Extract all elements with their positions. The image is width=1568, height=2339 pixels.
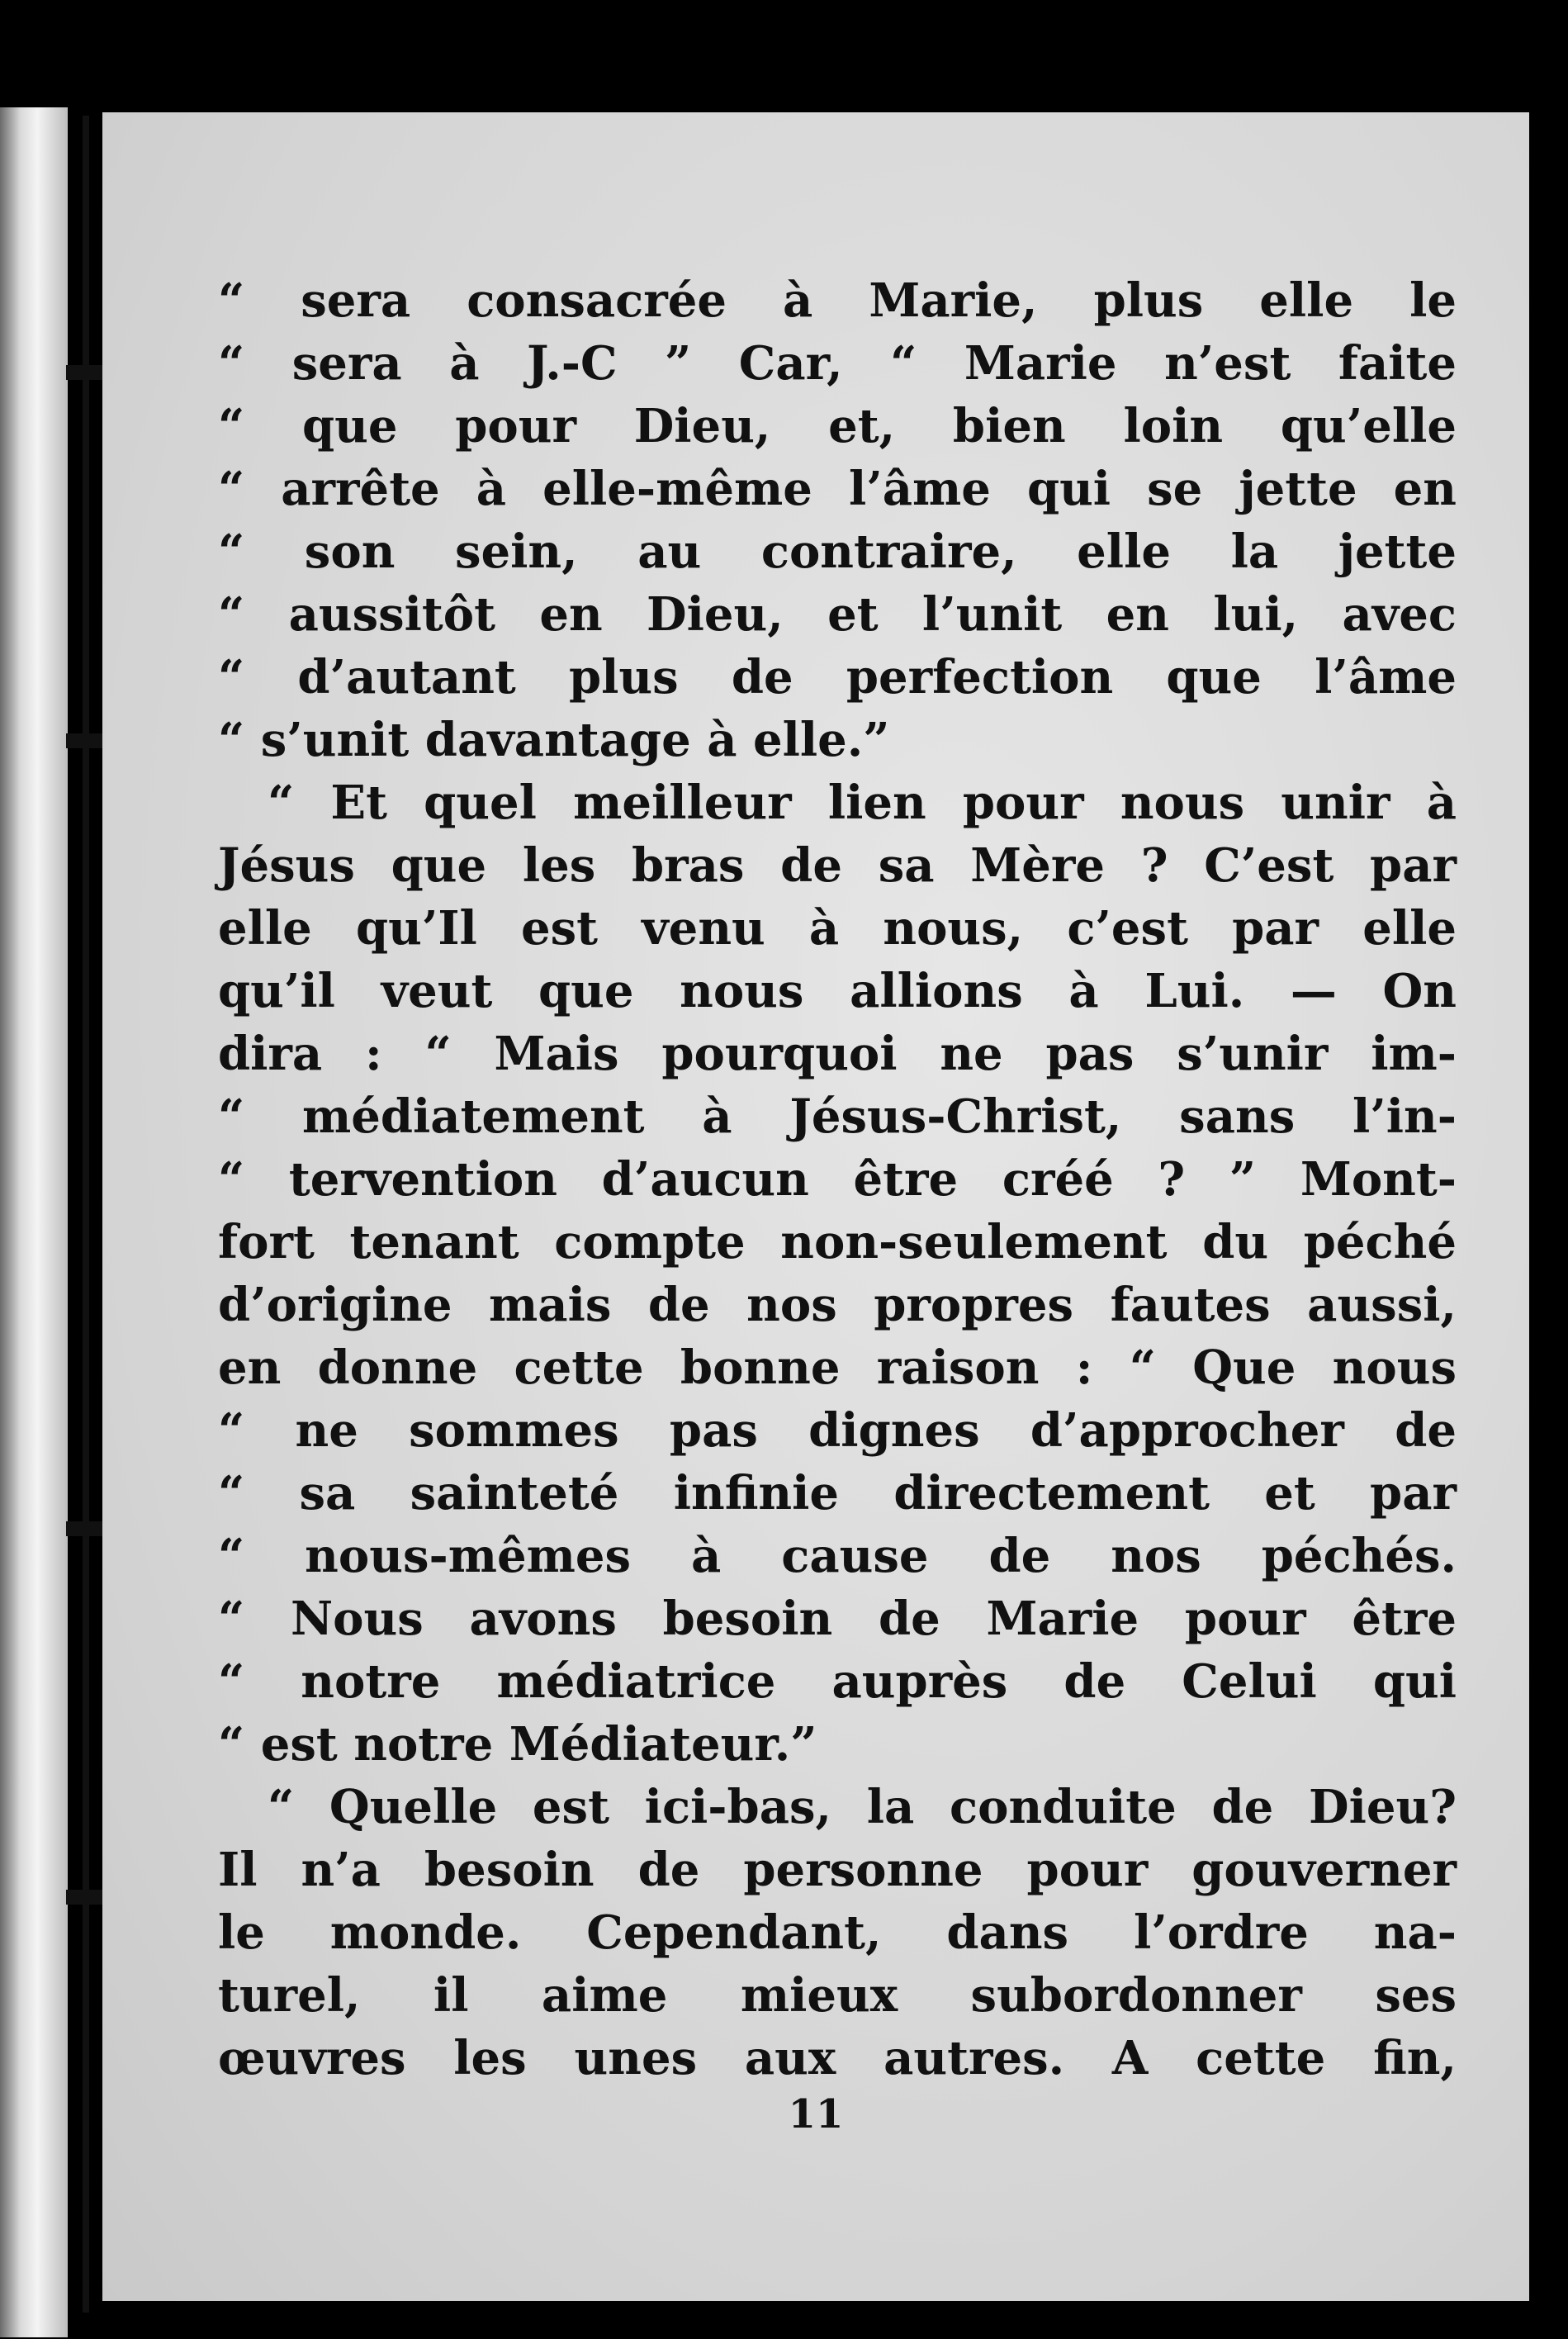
text-line: “ arrête à elle-même l’âme qui se jette en <box>218 462 1457 516</box>
text-line: dira : “ Mais pourquoi ne pas s’unir im- <box>218 1027 1457 1081</box>
text-line: “ Nous avons besoin de Marie pour être <box>218 1592 1457 1646</box>
text-line: qu’il veut que nous allions à Lui. — On <box>218 964 1457 1018</box>
text-line: “ tervention d’aucun être créé ? ” Mont- <box>218 1152 1457 1207</box>
text-line: “ notre médiatrice auprès de Celui qui <box>218 1654 1457 1709</box>
text-line: “ que pour Dieu, et, bien loin qu’elle <box>218 399 1457 453</box>
text-line: “ nous-mêmes à cause de nos péchés. <box>218 1529 1457 1583</box>
text-line: en donne cette bonne raison : “ Que nous <box>218 1340 1457 1395</box>
binding-thread <box>83 116 89 2313</box>
text-line: “ s’unit davantage à elle.” <box>218 713 890 767</box>
text-line: “ sa sainteté infinie directement et par <box>218 1466 1457 1521</box>
page-number: 11 <box>788 2091 844 2137</box>
body-text <box>218 269 1457 2090</box>
text-line: Jésus que les bras de sa Mère ? C’est par <box>218 838 1457 893</box>
text-line: “ est notre Médiateur.” <box>218 1717 817 1772</box>
text-line: “ son sein, au contraire, elle la jette <box>218 524 1457 579</box>
text-line: œuvres les unes aux autres. A cette fin, <box>218 2031 1457 2085</box>
text-line: fort tenant compte non-seulement du péché <box>218 1215 1457 1269</box>
text-line: d’origine mais de nos propres fautes aussi, <box>218 1278 1457 1332</box>
text-line: turel, il aime mieux subordonner ses <box>218 1968 1457 2023</box>
book-page <box>102 112 1529 2301</box>
text-line: “ Quelle est ici-bas, la conduite de Dieu? <box>268 1780 1457 1834</box>
text-line: “ sera consacrée à Marie, plus elle le <box>218 273 1457 328</box>
text-line: elle qu’Il est venu à nous, c’est par elle <box>218 901 1457 956</box>
text-line: “ d’autant plus de perfection que l’âme <box>218 650 1457 705</box>
text-line: “ ne sommes pas dignes d’approcher de <box>218 1403 1457 1458</box>
text-line: le monde. Cependant, dans l’ordre na- <box>218 1905 1457 1960</box>
text-line: “ Et quel meilleur lien pour nous unir à <box>268 776 1457 830</box>
text-line: Il n’a besoin de personne pour gouverner <box>218 1843 1457 1897</box>
text-line: “ sera à J.-C ” Car, “ Marie n’est faite <box>218 336 1457 391</box>
text-line: “ médiatement à Jésus-Christ, sans l’in- <box>218 1089 1457 1144</box>
text-line: “ aussitôt en Dieu, et l’unit en lui, avec <box>218 587 1457 642</box>
binding-strip <box>0 107 68 2337</box>
